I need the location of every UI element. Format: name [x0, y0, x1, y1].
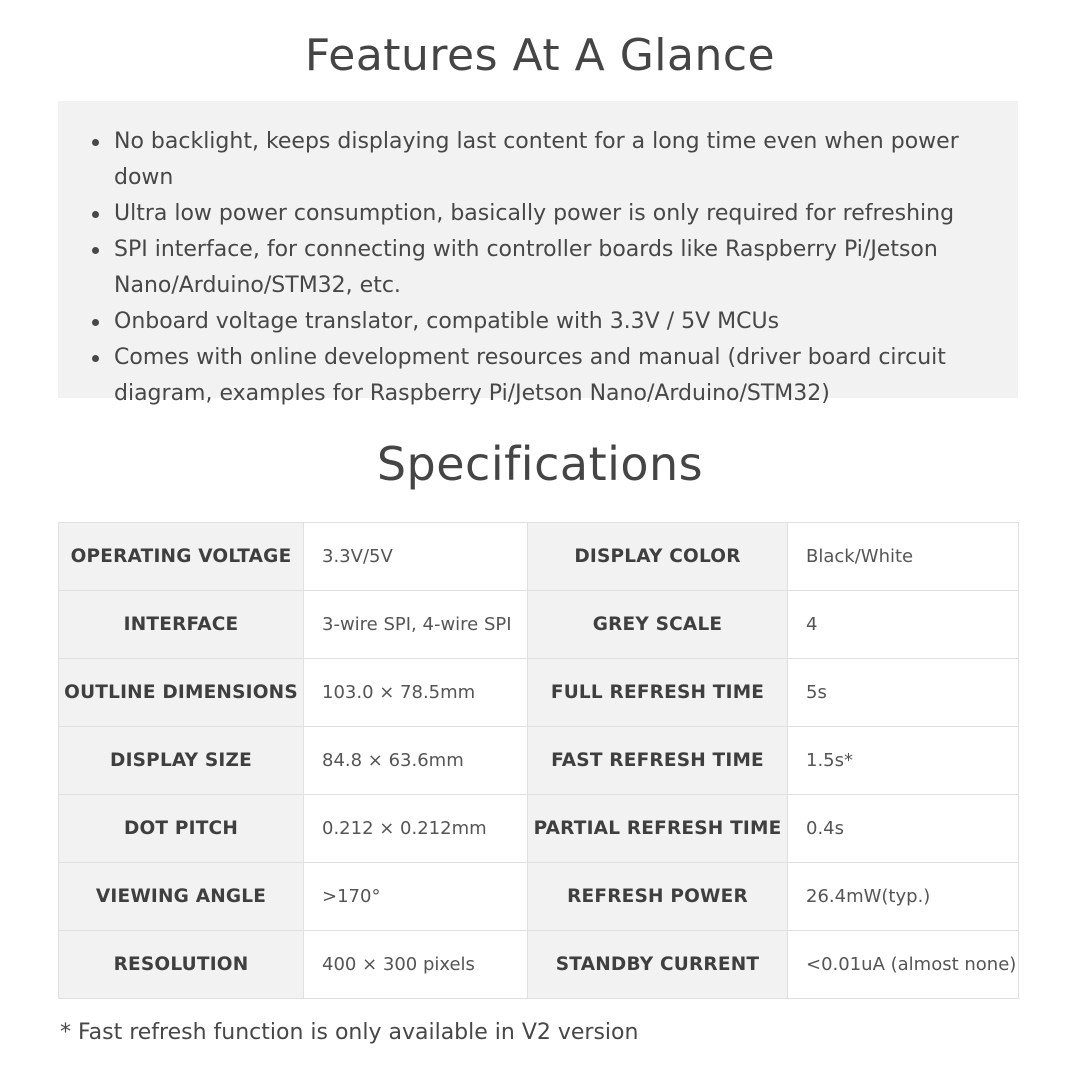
spec-value: 3-wire SPI, 4-wire SPI: [304, 591, 528, 659]
spec-value: 84.8 × 63.6mm: [304, 727, 528, 795]
feature-item-spi-interface: SPI interface, for connecting with controller boards like Raspberry Pi/Jetson Nano/Arduino/STM32, etc.: [114, 232, 994, 304]
spec-label: DISPLAY SIZE: [59, 727, 304, 795]
spec-label: INTERFACE: [59, 591, 304, 659]
spec-label: PARTIAL REFRESH TIME: [528, 795, 788, 863]
spec-value: 400 × 300 pixels: [304, 931, 528, 999]
spec-label: REFRESH POWER: [528, 863, 788, 931]
features-list: [114, 124, 994, 412]
spec-label: FAST REFRESH TIME: [528, 727, 788, 795]
features-title: Features At A Glance: [304, 30, 776, 81]
table-row: [59, 659, 1019, 727]
table-row: [59, 523, 1019, 591]
table-row: [59, 591, 1019, 659]
spec-label: OUTLINE DIMENSIONS: [59, 659, 304, 727]
spec-value: 5s: [788, 659, 1019, 727]
specifications-table: [58, 522, 1019, 999]
table-row: [59, 795, 1019, 863]
spec-label: STANDBY CURRENT: [528, 931, 788, 999]
footnote: * Fast refresh function is only available in V2 version: [60, 1020, 639, 1045]
spec-value: Black/White: [788, 523, 1019, 591]
spec-value: 103.0 × 78.5mm: [304, 659, 528, 727]
table-row: [59, 863, 1019, 931]
spec-label: RESOLUTION: [59, 931, 304, 999]
spec-value: 0.4s: [788, 795, 1019, 863]
spec-label: DOT PITCH: [59, 795, 304, 863]
spec-value: 4: [788, 591, 1019, 659]
spec-label: GREY SCALE: [528, 591, 788, 659]
spec-value: <0.01uA (almost none): [788, 931, 1019, 999]
feature-item-low-power: Ultra low power consumption, basically power is only required for refreshing: [114, 196, 994, 232]
spec-value: 26.4mW(typ.): [788, 863, 1019, 931]
feature-item-no-backlight: No backlight, keeps displaying last content for a long time even when power down: [114, 124, 994, 196]
spec-value: 1.5s*: [788, 727, 1019, 795]
table-row: [59, 727, 1019, 795]
features-panel: [58, 101, 1018, 406]
spec-value: >170°: [304, 863, 528, 931]
spec-value: 3.3V/5V: [304, 523, 528, 591]
spec-label: VIEWING ANGLE: [59, 863, 304, 931]
spec-label: FULL REFRESH TIME: [528, 659, 788, 727]
specifications-title: Specifications: [376, 437, 704, 491]
feature-item-voltage-translator: Onboard voltage translator, compatible with 3.3V / 5V MCUs: [114, 304, 994, 340]
spec-label: DISPLAY COLOR: [528, 523, 788, 591]
feature-item-dev-resources: Comes with online development resources and manual (driver board circuit diagram, examples for Raspberry Pi/Jetson Nano/Arduino/STM32): [114, 340, 994, 412]
spec-value: 0.212 × 0.212mm: [304, 795, 528, 863]
table-row: [59, 931, 1019, 999]
spec-label: OPERATING VOLTAGE: [59, 523, 304, 591]
